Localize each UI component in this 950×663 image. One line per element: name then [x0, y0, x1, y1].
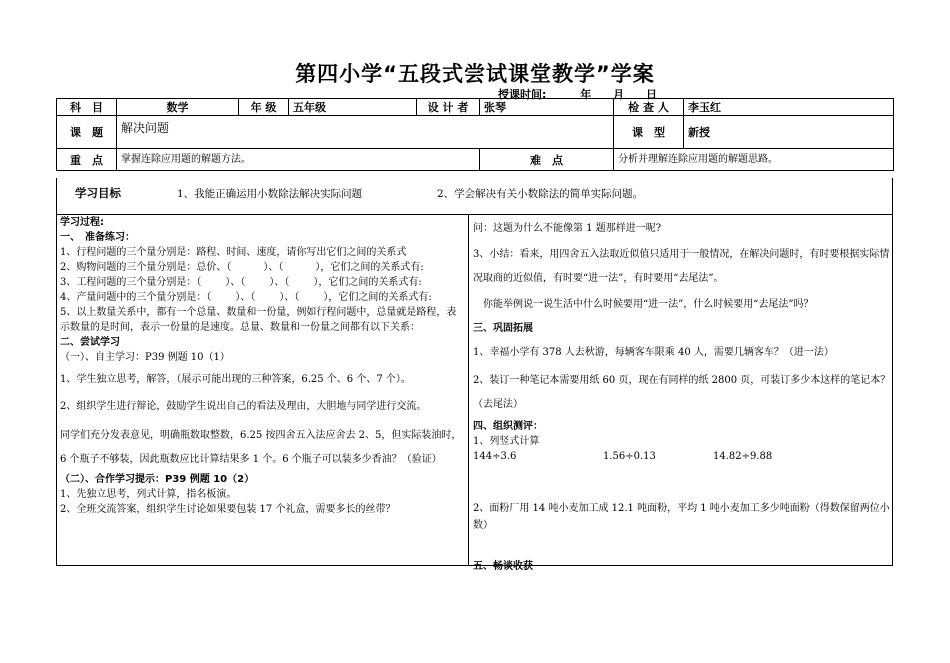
- calc-2: 1.56÷0.13: [603, 451, 656, 462]
- page-title: 第四小学“五段式尝试课堂教学”学案: [295, 62, 655, 86]
- calc-problems: [473, 449, 891, 464]
- list-item: 1、行程问题的三个量分别是：路程、时间、速度，请你写出它们之间的关系式: [60, 247, 407, 258]
- goals-label: 学习目标: [75, 186, 121, 200]
- paragraph: 你能举例说一说生活中什么时候要用“进一法”，什么时候要用“去尾法”吗？: [473, 299, 814, 310]
- section-3-heading: 三、巩固拓展: [473, 323, 533, 334]
- section-4-heading: 四、组织测评：: [473, 421, 543, 432]
- list-item: 4、产量问题中的三个量分别是：（ ）、（ ）、（ ），它们之间的关系式有:: [60, 292, 432, 303]
- subject-label: 科 目: [57, 99, 117, 116]
- list-item: 2、购物问题的三个量分别是：总价、（ ）、（ ），它们之间的关系式有:: [60, 262, 424, 273]
- checker-label: 检 查 人: [614, 99, 684, 116]
- list-item: 1、列竖式计算: [473, 436, 540, 447]
- section-2-heading: 二、尝试学习: [60, 337, 120, 348]
- column-divider: [468, 215, 469, 565]
- list-item: 1、先独立思考，列式计算，指名板演。: [60, 489, 237, 500]
- right-column: [473, 215, 891, 574]
- checker-value: 李玉红: [684, 99, 894, 116]
- header-table: [56, 98, 894, 171]
- calc-1: 144÷3.6: [473, 451, 517, 462]
- difficulty-value: 分析并理解连除应用题的解题思路。: [614, 149, 894, 171]
- paragraph: 1、学生独立思考，解答，（展示可能出现的三种答案，6.25 个、6 个、7 个）。: [60, 374, 411, 385]
- time-month: 月: [613, 88, 625, 101]
- key-value: 掌握连除应用题的解题方法。: [117, 149, 480, 171]
- subject-value: 数学: [117, 99, 239, 116]
- goal-2: 2、学会解决有关小数除法的简单实际问题。: [437, 188, 644, 200]
- list-item: 3、工程问题的三个量分别是：（ ）、（ ）、（ ），它们之间的关系式有:: [60, 277, 422, 288]
- type-label: 课 型: [614, 116, 684, 149]
- designer-label: 设 计 者: [417, 99, 480, 116]
- subsection-heading: （二）、合作学习提示：P39 例题 10（2）: [60, 474, 255, 485]
- subsection-heading: （一）、自主学习：P39 例题 10（1）: [60, 352, 230, 363]
- time-label: 授课时间:: [498, 88, 547, 101]
- section-1-heading: 一、 准备练习：: [60, 232, 135, 243]
- paragraph: 2、组织学生进行辩论，鼓励学生说出自己的看法及理由，大胆地与同学进行交流。: [60, 401, 427, 412]
- calc-3: 14.82÷9.88: [713, 451, 773, 462]
- list-item: 5、以上数量关系中，都有一个总量、数量和一份量，例如行程问题中，总量就是路程，表示数量的是时间，表示一份量的是速度。总量、数量和一份量之间都有以下关系：: [60, 307, 457, 333]
- grade-value: 五年级: [289, 99, 417, 116]
- type-value: 新授: [684, 116, 894, 149]
- paragraph: 问：这题为什么不能像第 1 题那样进一呢?: [473, 223, 662, 234]
- process-heading: 学习过程:: [60, 217, 104, 228]
- topic-label: 课 题: [57, 116, 117, 149]
- designer-value: 张琴: [480, 99, 614, 116]
- list-item: 2、全班交流答案，组织学生讨论如果要包装 17 个礼盒，需要多长的丝带？: [60, 504, 396, 515]
- topic-value: 解决问题: [117, 116, 614, 149]
- section-5-heading: 五、畅谈收获: [473, 561, 533, 572]
- time-year: 年: [580, 88, 592, 101]
- time-day: 日: [645, 88, 657, 101]
- list-item: 2、面粉厂用 14 吨小麦加工成 12.1 吨面粉，平均 1 吨小麦加工多少吨面粉（得数保留两位小数）: [473, 503, 890, 531]
- left-column: [60, 215, 464, 517]
- difficulty-label: 难 点: [480, 149, 614, 171]
- list-item: 2、装订一种笔记本需要用纸 60 页，现在有同样的纸 2800 页，可装订多少本这样的笔记本？（去尾法）: [473, 375, 891, 410]
- key-label: 重 点: [57, 149, 117, 171]
- paragraph: 同学们充分发表意见，明确瓶数取整数，6.25 按四舍五入法应舍去 2、5，但实际装油时，6 个瓶子不够装，因此瓶数应比计算结果多 1 个。6 个瓶子可以装多少香油？（验证）: [60, 430, 462, 465]
- learning-process: [56, 214, 893, 572]
- learning-goals: [56, 178, 893, 214]
- grade-label: 年 级: [239, 99, 289, 116]
- list-item: 1、幸福小学有 378 人去秋游，每辆客车限乘 40 人，需要几辆客车？（进一法）: [473, 347, 834, 358]
- paragraph: 3、小结：看来，用四舍五入法取近似值只适用于一般情况，在解决问题时，有时要根据实际情况取商的近似值，有时要“进一法”，有时要用“去尾法”。: [473, 249, 890, 284]
- goal-1: 1、我能正确运用小数除法解决实际问题: [177, 188, 363, 200]
